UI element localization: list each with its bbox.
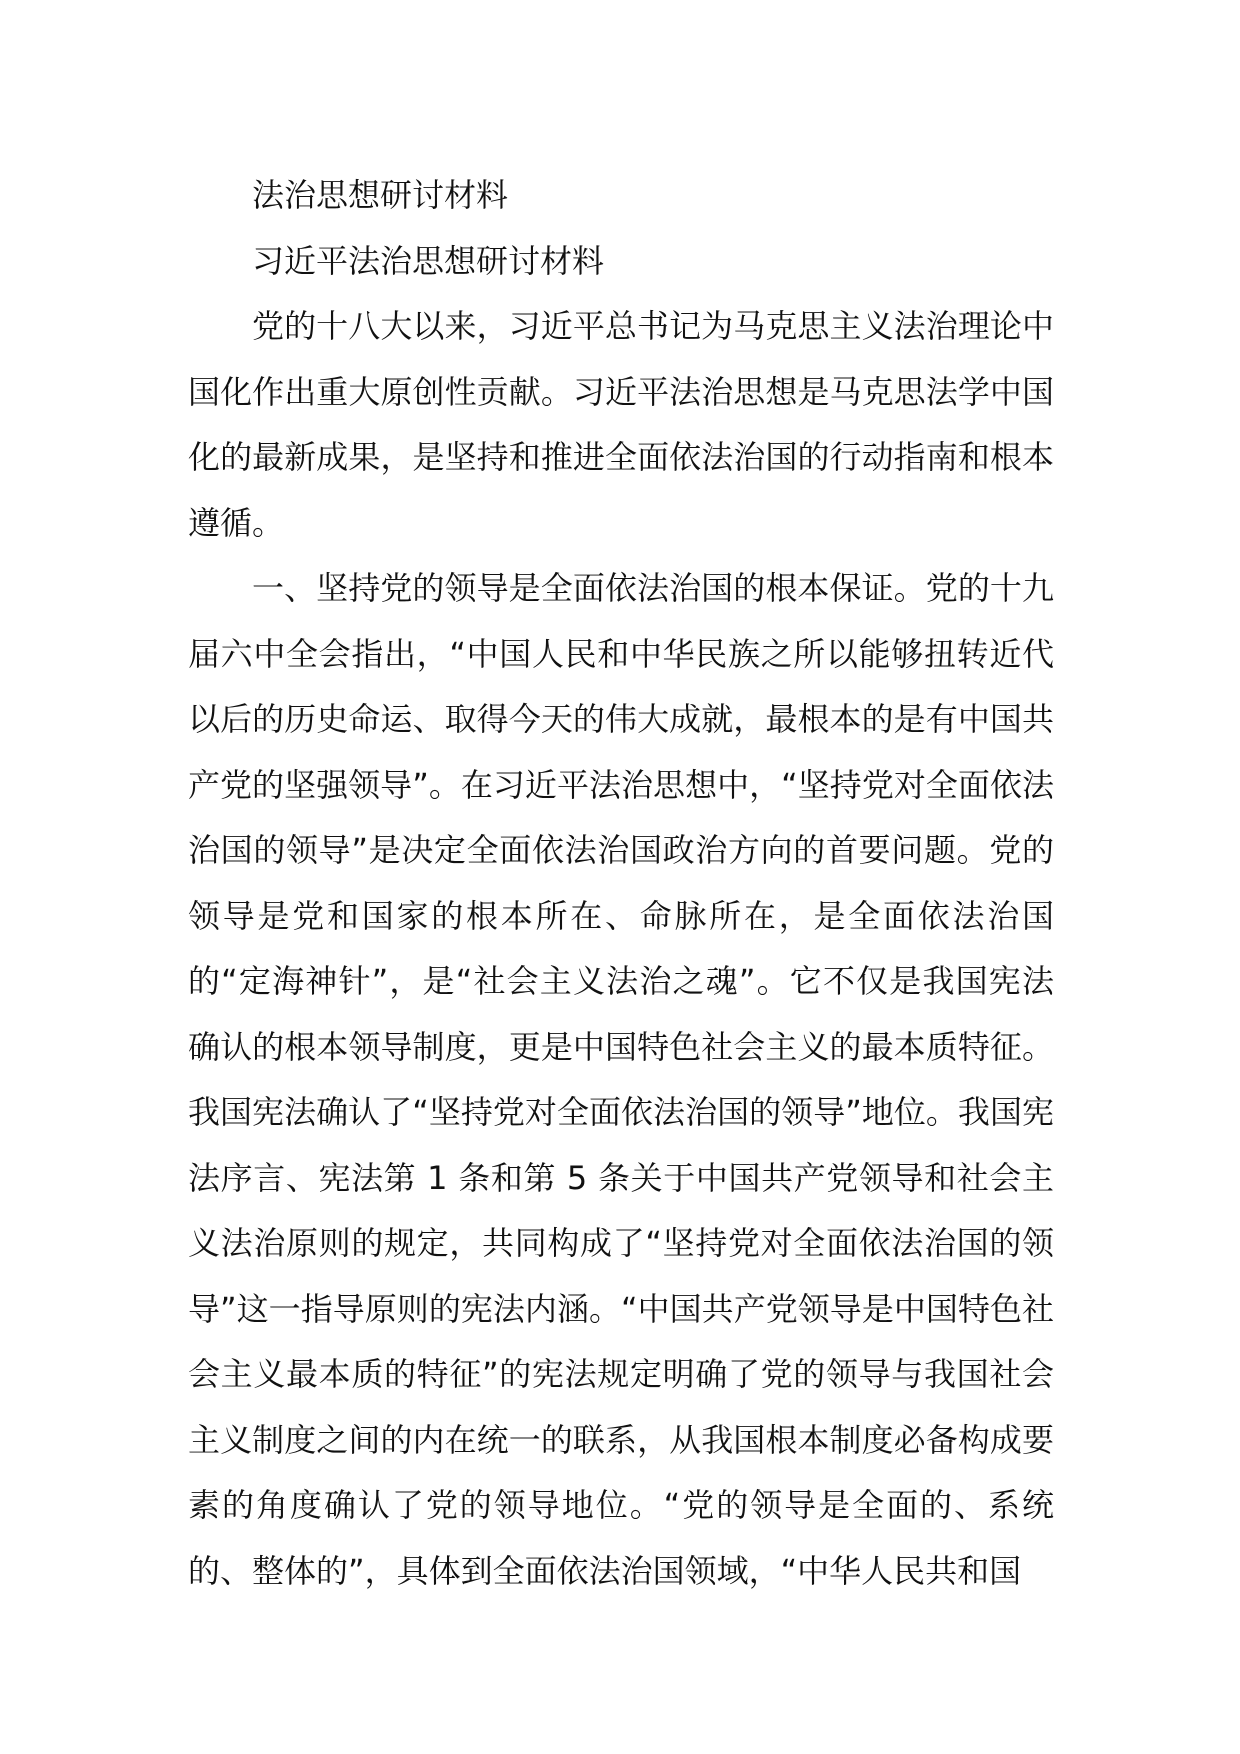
document-subtitle: 习近平法治思想研讨材料: [252, 241, 605, 280]
body-paragraph: 一、坚持党的领导是全面依法治国的根本保证。党的十九届六中全会指出，“中国人民和中华民族之所以能够扭转近代以后的历史命运、取得今天的伟大成就，最根本的是有中国共产党的坚强领导”。在习近平法治思想中，“坚持党对全面依法治国的领导”是决定全面依法治国政治方向的首要问题。党的领导是党和国家的根本所在、命脉所在，是全面依法治国的“定海神针”，是“社会主义法治之魂”。它不仅是我国宪法确认的根本领导制度，更是中国特色社会主义的最本质特征。我国宪法确认了“坚持党对全面依法治国的领导”地位。我国宪法序言、宪法第 1 条和第 5 条关于中国共产党领导和社会主义法治原则的规定，共同构成了“坚持党对全面依法治国的领导”这一指导原则的宪法内涵。“中国共产党领导是中国特色社会主义最本质的特征”的宪法规定明确了党的领导与我国社会主义制度之间的内在统一的联系，从我国根本制度必备构成要素的角度确认了党的领导地位。“党的领导是全面的、系统的、整体的”，具体到全面依法治国领域，“中华人民共和国: [188, 569, 1054, 1590]
body-paragraph: 党的十八大以来，习近平总书记为马克思主义法治理论中国化作出重大原创性贡献。习近平法治思想是马克思法学中国化的最新成果，是坚持和推进全面依法治国的行动指南和根本遵循。: [188, 307, 1054, 542]
document-body: [188, 163, 1054, 1604]
document-title: 法治思想研讨材料: [252, 176, 509, 214]
